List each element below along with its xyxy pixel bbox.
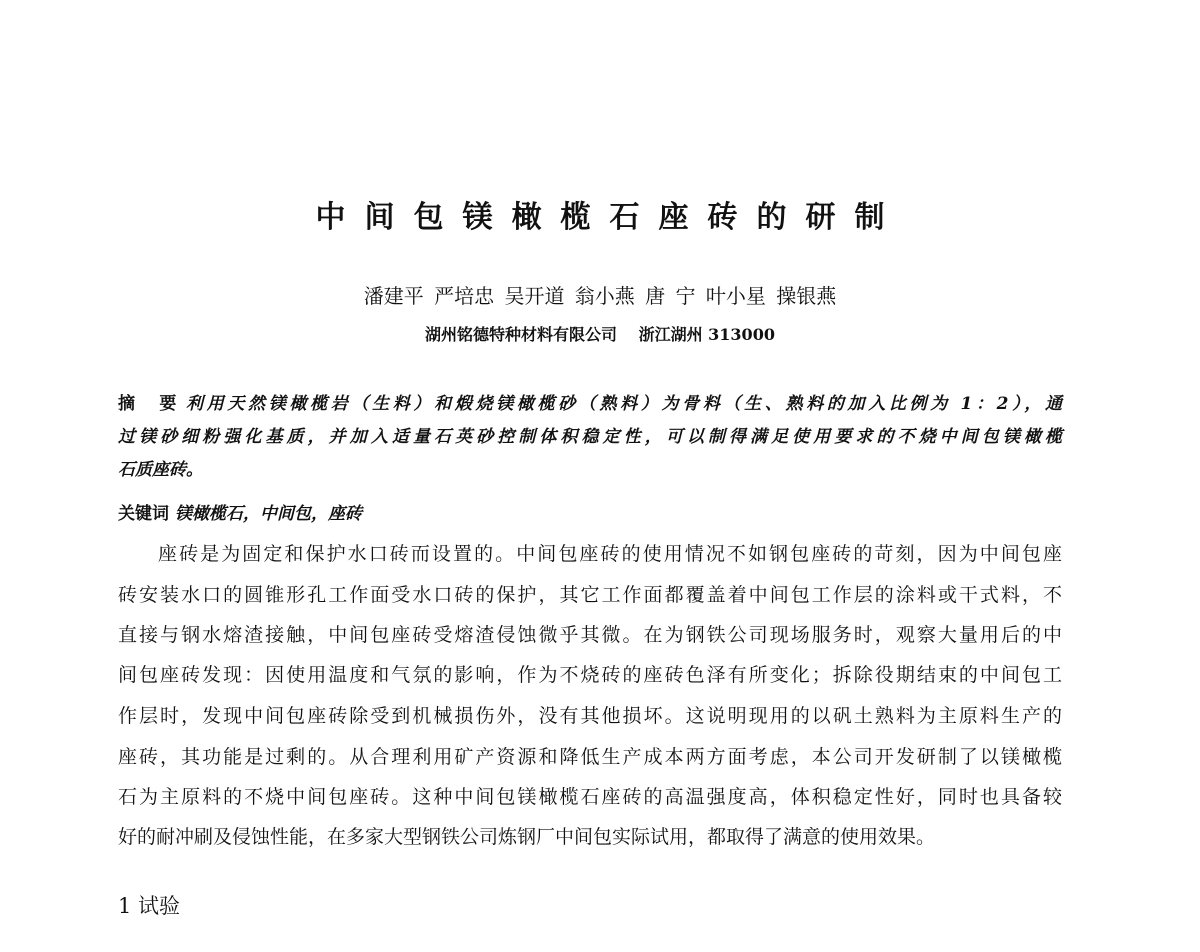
- abstract-line: 过镁砂细粉强化基质，并加入适量石英砂控制体积稳定性，可以制得满足使用要求的不烧中间包镁橄榄: [118, 427, 1062, 447]
- body-line: 座砖，其功能是过剩的。从合理利用矿产资源和降低生产成本两方面考虑，本公司开发研制了以镁橄榄: [118, 746, 1062, 768]
- body-line: 砖安装水口的圆锥形孔工作面受水口砖的保护，其它工作面都覆盖着中间包工作层的涂料或干式料，不: [118, 584, 1062, 606]
- abstract-label: 摘 要: [118, 394, 181, 414]
- keywords-label: 关键词: [118, 504, 169, 524]
- body-line: 间包座砖发现：因使用温度和气氛的影响，作为不烧砖的座砖色泽有所变化；拆除役期结束的中间包工: [118, 664, 1062, 686]
- keywords-text: 镁橄榄石，中间包，座砖: [175, 504, 362, 524]
- abstract-line: 石质座砖。: [118, 460, 203, 480]
- abstract-line: [118, 389, 1062, 414]
- section-heading: 1 试验: [118, 894, 181, 918]
- body-line: 作层时，发现中间包座砖除受到机械损伤外，没有其他损坏。这说明现用的以矾土熟料为主原料生产的: [118, 705, 1062, 727]
- affiliation: 湖州铭德特种材料有限公司 浙江湖州 313000: [425, 325, 775, 344]
- body-line: 好的耐冲刷及侵蚀性能，在多家大型钢铁公司炼钢厂中间包实际试用，都取得了满意的使用效果。: [118, 826, 936, 848]
- body-line: 直接与钢水熔渣接触，中间包座砖受熔渣侵蚀微乎其微。在为钢铁公司现场服务时，观察大量用后的中: [118, 624, 1062, 646]
- paper-title: 中间包镁橄榄石座砖的研制: [315, 200, 904, 235]
- body-line: 石为主原料的不烧中间包座砖。这种中间包镁橄榄石座砖的高温强度高，体积稳定性好，同时也具备较: [118, 786, 1062, 808]
- body-line: 座砖是为固定和保护水口砖而设置的。中间包座砖的使用情况不如钢包座砖的苛刻，因为中间包座: [158, 543, 1062, 565]
- abstract-text: 利用天然镁橄榄岩（生料）和煅烧镁橄榄砂（熟料）为骨料（生、熟料的加入比例为 1：2），通: [186, 394, 1063, 414]
- author-list: 潘建平 严培忠 吴开道 翁小燕 唐 宁 叶小星 操银燕: [363, 284, 837, 308]
- keywords-line: [118, 499, 1062, 524]
